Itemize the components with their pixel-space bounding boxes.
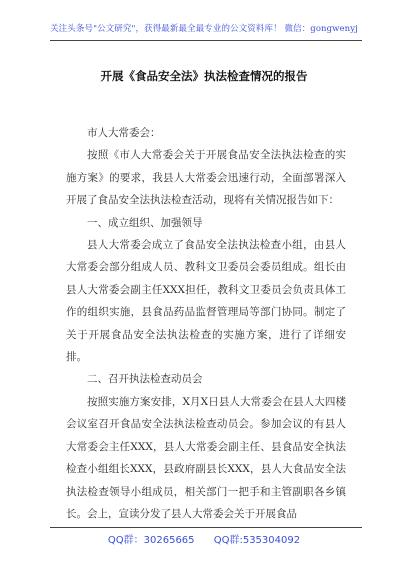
document-body (66, 122, 346, 525)
paragraph-section-2: 按照实施方案安排，X月X日县人大常委会在县人大四楼会议室召开食品安全法执法检查动员会。参加会议的有县人大常委会主任XXX，县人大常委会副主任、县食品安全执法检查小组组长XXX，县政府副县长XXX，县人大食品安全法执法检查领导小组成员，相关部门一把手和主管副职各乡镇长。会上，宣读分发了县人大常委会关于开展食品 (66, 395, 346, 520)
paragraph-intro: 按照《市人大常委会关于开展食品安全法执法检查的实施方案》的要求，我县人大常委会迅速行动，全面部署深入开展了食品安全法执法检查活动，现将有关情况报告如下： (66, 149, 346, 207)
section-heading-2: 二、召开执法检查动员会 (87, 373, 203, 386)
footer-qq-group-2: QQ群:535304092 (213, 535, 301, 546)
salutation: 市人大常委会： (87, 127, 161, 139)
document-title: 开展《食品安全法》执法检查情况的报告 (100, 69, 308, 83)
footer-divider (50, 527, 362, 528)
header-divider (50, 40, 362, 41)
footer-qq-group-1: QQ群：30265665 (107, 535, 195, 546)
section-heading-1: 一、成立组织、加强领导 (87, 216, 203, 229)
paragraph-section-1: 县人大常委会成立了食品安全法执法检查小组，由县人大常委会部分组成人员、教科文卫委员会委员组成。组长由县人大常委会副主任XXX担任，教科文卫委员会负责具体工作的组织实施，县食品药品监督管理局等部门协同。制定了关于开展食品安全法执法检查的实施方案，进行了详细安排。 (66, 239, 346, 364)
header-note: 关注头条号"公文研究"，获得最新最全最专业的公文资料库！ 微信：gongwenyj (50, 24, 358, 34)
footer (0, 531, 408, 546)
